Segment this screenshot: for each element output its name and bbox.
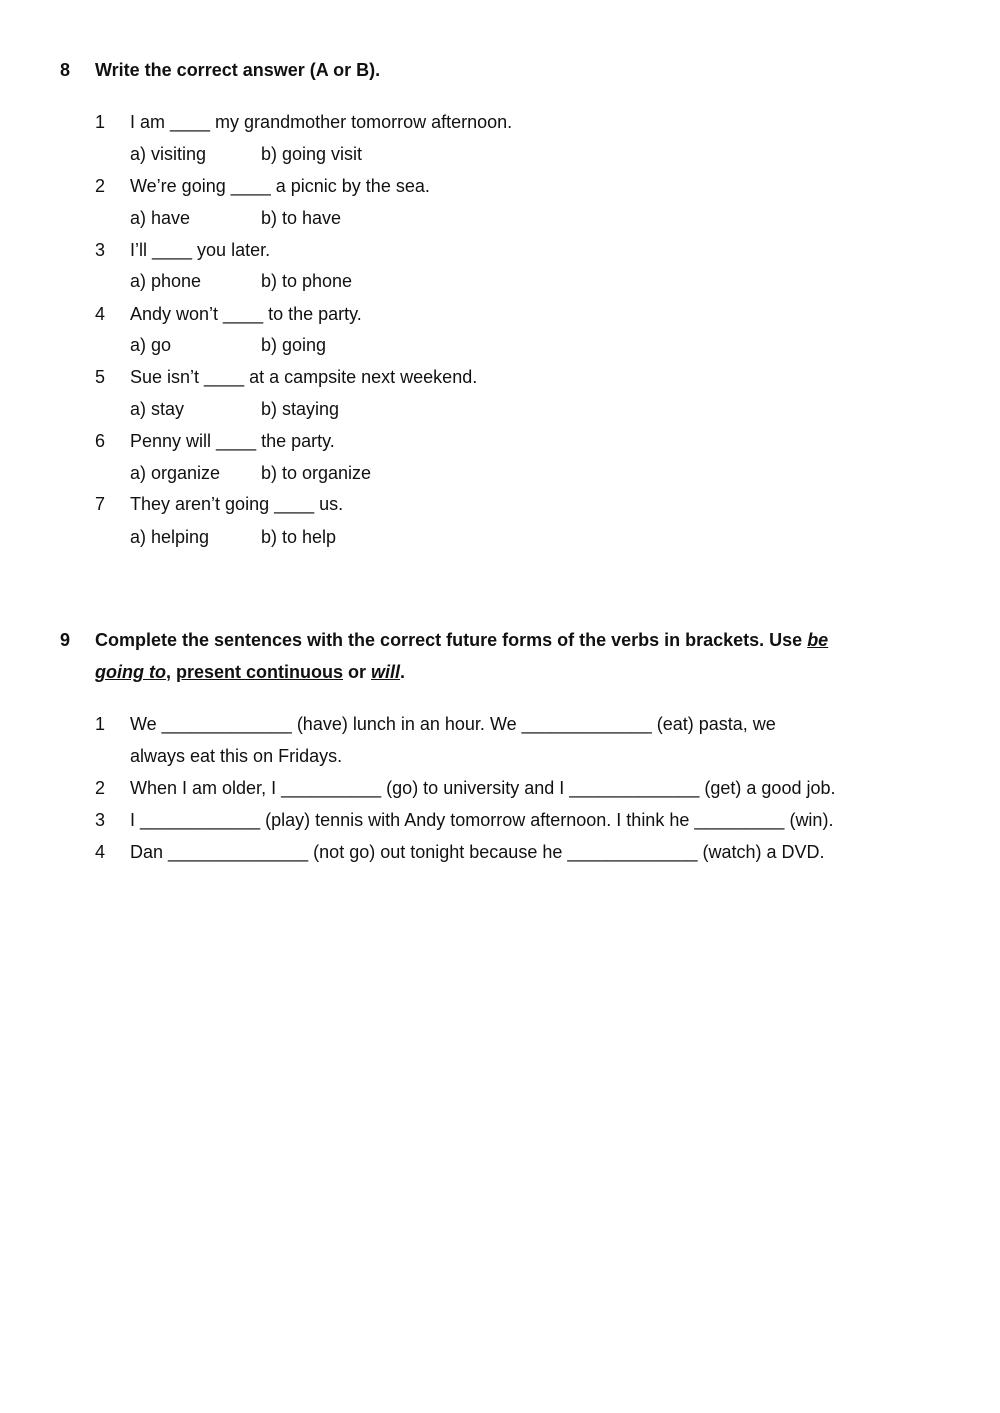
- option-a: a) phone: [130, 271, 202, 291]
- exercise-8-number: 8: [60, 60, 71, 80]
- question-number: 5: [95, 367, 106, 387]
- question-number: 3: [95, 810, 106, 830]
- exercise-9-title-period: .: [400, 662, 406, 682]
- exercise-9-title-will: will: [371, 662, 401, 682]
- question-number: 6: [95, 431, 106, 451]
- exercise-9-title-comma: ,: [165, 662, 176, 682]
- exercise-9-title-going-to: going to: [95, 662, 166, 682]
- question-text: When I am older, I __________ (go) to university and I _____________ (get) a good job.: [130, 778, 836, 798]
- exercise-8-title: Write the correct answer (A or B).: [95, 60, 381, 80]
- option-a: a) organize: [130, 463, 221, 483]
- question-number: 4: [95, 304, 106, 324]
- question-text: Dan ______________ (not go) out tonight because he _____________ (watch) a DVD.: [130, 842, 825, 862]
- option-a: a) stay: [130, 399, 185, 419]
- exercise-9-title-or: or: [343, 662, 372, 682]
- question-number: 1: [95, 714, 106, 734]
- exercise-9-title-prefix: Complete the sentences with the correct future forms of the verbs in brackets. Use: [95, 630, 808, 650]
- question-text: They aren’t going ____ us.: [130, 494, 344, 514]
- option-a: a) helping: [130, 527, 210, 547]
- option-a: a) visiting: [130, 144, 207, 164]
- question-number: 2: [95, 176, 106, 196]
- question-text: I am ____ my grandmother tomorrow afternoon.: [130, 112, 513, 132]
- question-number: 3: [95, 240, 106, 260]
- exercise-9-title-line2: [95, 662, 405, 683]
- option-b: b) going visit: [261, 144, 363, 164]
- question-text: Sue isn’t ____ at a campsite next weekend.: [130, 367, 478, 387]
- exercise-9-title: [95, 630, 828, 651]
- question-text: Penny will ____ the party.: [130, 431, 335, 451]
- exercise-9-title-present-continuous: present continuous: [176, 662, 344, 682]
- option-b: b) to phone: [261, 271, 353, 291]
- question-text: I ____________ (play) tennis with Andy tomorrow afternoon. I think he _________ (win).: [130, 810, 834, 830]
- question-text: We’re going ____ a picnic by the sea.: [130, 176, 430, 196]
- exercise-9-number: 9: [60, 630, 71, 650]
- option-a: a) go: [130, 335, 172, 355]
- option-b: b) going: [261, 335, 327, 355]
- exercise-9-title-be: be: [807, 630, 829, 650]
- question-number: 2: [95, 778, 106, 798]
- question-number: 1: [95, 112, 106, 132]
- option-b: b) to have: [261, 208, 342, 228]
- option-b: b) to help: [261, 527, 337, 547]
- question-text-continuation: always eat this on Fridays.: [130, 746, 343, 766]
- question-number: 7: [95, 494, 106, 514]
- question-text: I’ll ____ you later.: [130, 240, 271, 260]
- option-a: a) have: [130, 208, 191, 228]
- question-number: 4: [95, 842, 106, 862]
- question-text: Andy won’t ____ to the party.: [130, 304, 362, 324]
- option-b: b) staying: [261, 399, 340, 419]
- option-b: b) to organize: [261, 463, 372, 483]
- question-text: We _____________ (have) lunch in an hour. We _____________ (eat) pasta, we: [130, 714, 776, 734]
